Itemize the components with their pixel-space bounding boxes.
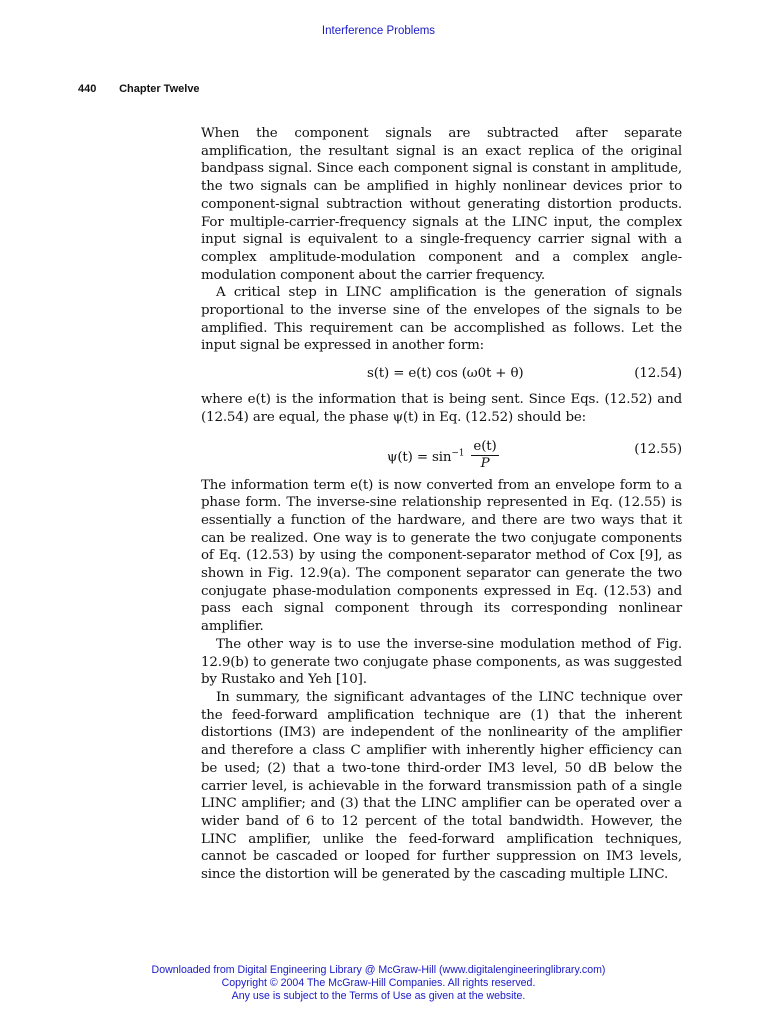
equation-12-55	[201, 431, 682, 471]
paragraph-3: where e(t) is the information that is being sent. Since Eqs. (12.52) and (12.54) are equal, the phase ψ(t) in Eq. (12.52) should be:	[201, 392, 682, 425]
paragraph-5: The other way is to use the inverse-sine modulation method of Fig. 12.9(b) to generate two conjugate phase components, as was suggested by Rustako and Yeh [10].	[201, 636, 682, 688]
paragraph-6: In summary, the significant advantages of the LINC technique over the feed-forward amplification technique are (1) that the inherent distortions (IM3) are independent of the nonlinearity of the amplifier and therefore a class C amplifier with inherently higher efficiency can be used; (2) that a two-tone third-order IM3 level, 50 dB below the carrier level, is achievable in the forward transmission path of a single LINC amplifier; and (3) that the LINC amplifier can be operated over a wider band of 6 to 12 percent of the total bandwidth. However, the LINC amplifier, unlike the feed-forward amplification techniques, cannot be cascaded or looped for further suppression on IM3 levels, since the distortion will be generated by the cascading multiple LINC.	[201, 689, 682, 883]
fraction-denominator: P	[480, 455, 490, 471]
running-head	[78, 83, 200, 95]
footer-download-link[interactable]: Downloaded from Digital Engineering Library @ McGraw-Hill (www.digitalengineeringlibrary.com)	[151, 964, 606, 976]
equation-12-55-lhs: ψ(t) = sin	[387, 449, 452, 465]
footer-copyright: Copyright © 2004 The McGraw-Hill Companies. All rights reserved.	[221, 977, 536, 989]
footer-terms: Any use is subject to the Terms of Use as given at the website.	[231, 990, 526, 1002]
paragraph-1: When the component signals are subtracted after separate amplification, the resultant signal is an exact replica of the original bandpass signal. Since each component signal is constant in amplitude, the two signals can be amplified in highly nonlinear devices prior to component-signal subtraction without generating distortion products. For multiple-carrier-frequency signals at the LINC input, the complex input signal is equivalent to a single-frequency carrier signal with a complex amplitude-modulation component and a complex angle-modulation component about the carrier frequency.	[201, 126, 682, 283]
equation-12-55-number: (12.55)	[634, 441, 682, 457]
equation-12-55-expression	[387, 438, 499, 474]
footer	[0, 964, 757, 1003]
equation-12-55-superscript: −1	[451, 448, 465, 459]
equation-12-55-fraction	[471, 439, 498, 472]
paragraph-4: The information term e(t) is now converted from an envelope form to a phase form. The inverse-sine relationship represented in Eq. (12.55) is essentially a function of the hardware, and there are two ways that it can be realized. One way is to generate the two conjugate components of Eq. (12.53) by using the component-separator method of Cox [9], as shown in Fig. 12.9(a). The component separator can generate the two conjugate phase-modulation components expressed in Eq. (12.53) and pass each signal component through its corresponding nonlinear amplifier.	[201, 477, 682, 635]
body-text	[201, 125, 682, 884]
equation-12-54	[201, 363, 682, 385]
paragraph-2: A critical step in LINC amplification is the generation of signals proportional to the inverse sine of the envelopes of the signals to be amplified. This requirement can be accomplished as follows. Let the input signal be expressed in another form:	[201, 285, 682, 354]
equation-12-54-number: (12.54)	[634, 366, 682, 382]
page-number: 440	[78, 83, 97, 95]
chapter-label: Chapter Twelve	[119, 83, 200, 95]
fraction-numerator: e(t)	[473, 438, 497, 454]
equation-12-54-expression: s(t) = e(t) cos (ω0t + θ)	[367, 366, 524, 382]
section-title: Interference Problems	[321, 25, 436, 37]
